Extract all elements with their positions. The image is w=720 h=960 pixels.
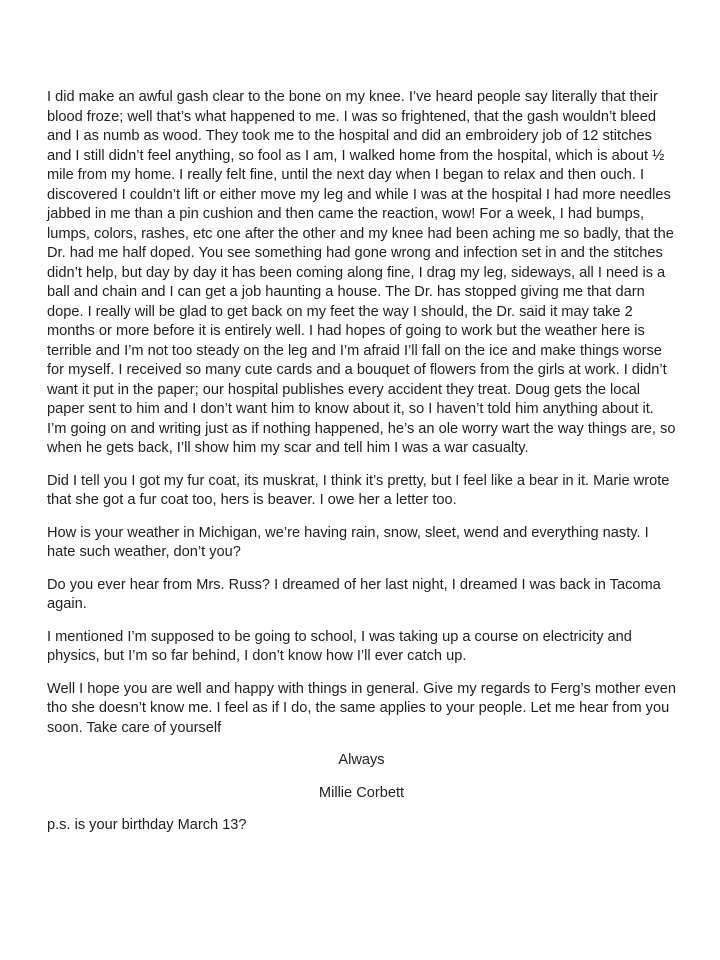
signature: Millie Corbett: [318, 784, 405, 801]
closing: Always: [338, 752, 385, 768]
paragraph-fur-coat: Did I tell you I got my fur coat, its muskrat, I think it’s pretty, but I feel like a bear in it. Marie wrote that she got a fur coat too, hers is beaver. I owe her a letter too.: [47, 472, 670, 508]
postscript: p.s. is your birthday March 13?: [47, 817, 247, 833]
letter-page: [47, 88, 676, 849]
paragraph-injury: I did make an awful gash clear to the bone on my knee. I’ve heard people say literally that their blood froze; well that’s what happened to me. I was so frightened, that the gash wouldn’t bleed and I as numb as wood. They took me to the hospital and did an embroidery job of 12 stitches and I still didn’t feel anything, so fool as I am, I walked home from the hospital, which is about ½ mile from my home. I really felt fine, until the next day when I began to relax and then ouch. I discovered I couldn’t lift or either move my leg and while I was at the hospital I had more needles jabbed in me than a pin cushion and then came the reaction, wow! For a week, I had bumps, lumps, colors, rashes, etc one after the other and my knee had been aching me so badly, that the Dr. had me half doped. You see something had gone wrong and infection set in and the stitches didn’t help, but day by day it has been coming along fine, I drag my leg, sideways, all I need is a ball and chain and I can get a job haunting a house. The Dr. has stopped giving me that darn dope. I really will be glad to get back on my feet the way I should, the Dr. said it may take 2 months or more before it is entirely well. I had hopes of going to work but the weather here is terrible and I’m not too steady on the leg and I’m afraid I’ll fall on the ice and make things worse for myself. I received so many cute cards and a bouquet of flowers from the girls at work. I didn’t want it put in the paper; our hospital publishes every accident they treat. Doug gets the local paper sent to him and I don’t want him to know about it, so I haven’t told him anything about it. I’m going on and writing just as if nothing happened, he’s an ole worry wart the way things are, so when he gets back, I’ll show him my scar and tell him I was a war casualty.: [47, 89, 676, 456]
paragraph-regards: Well I hope you are well and happy with things in general. Give my regards to Ferg’s mother even tho she doesn’t know me. I feel as if I do, the same applies to your people. Let me hear from you soon. Take care of yourself: [47, 680, 676, 736]
paragraph-school: I mentioned I’m supposed to be going to school, I was taking up a course on electricity and physics, but I’m so far behind, I don’t know how I’ll ever catch up.: [47, 628, 632, 664]
paragraph-mrs-russ: Do you ever hear from Mrs. Russ? I dreamed of her last night, I dreamed I was back in Tacoma again.: [47, 576, 661, 612]
paragraph-weather: How is your weather in Michigan, we’re having rain, snow, sleet, wend and everything nasty. I hate such weather, don’t you?: [47, 524, 649, 560]
